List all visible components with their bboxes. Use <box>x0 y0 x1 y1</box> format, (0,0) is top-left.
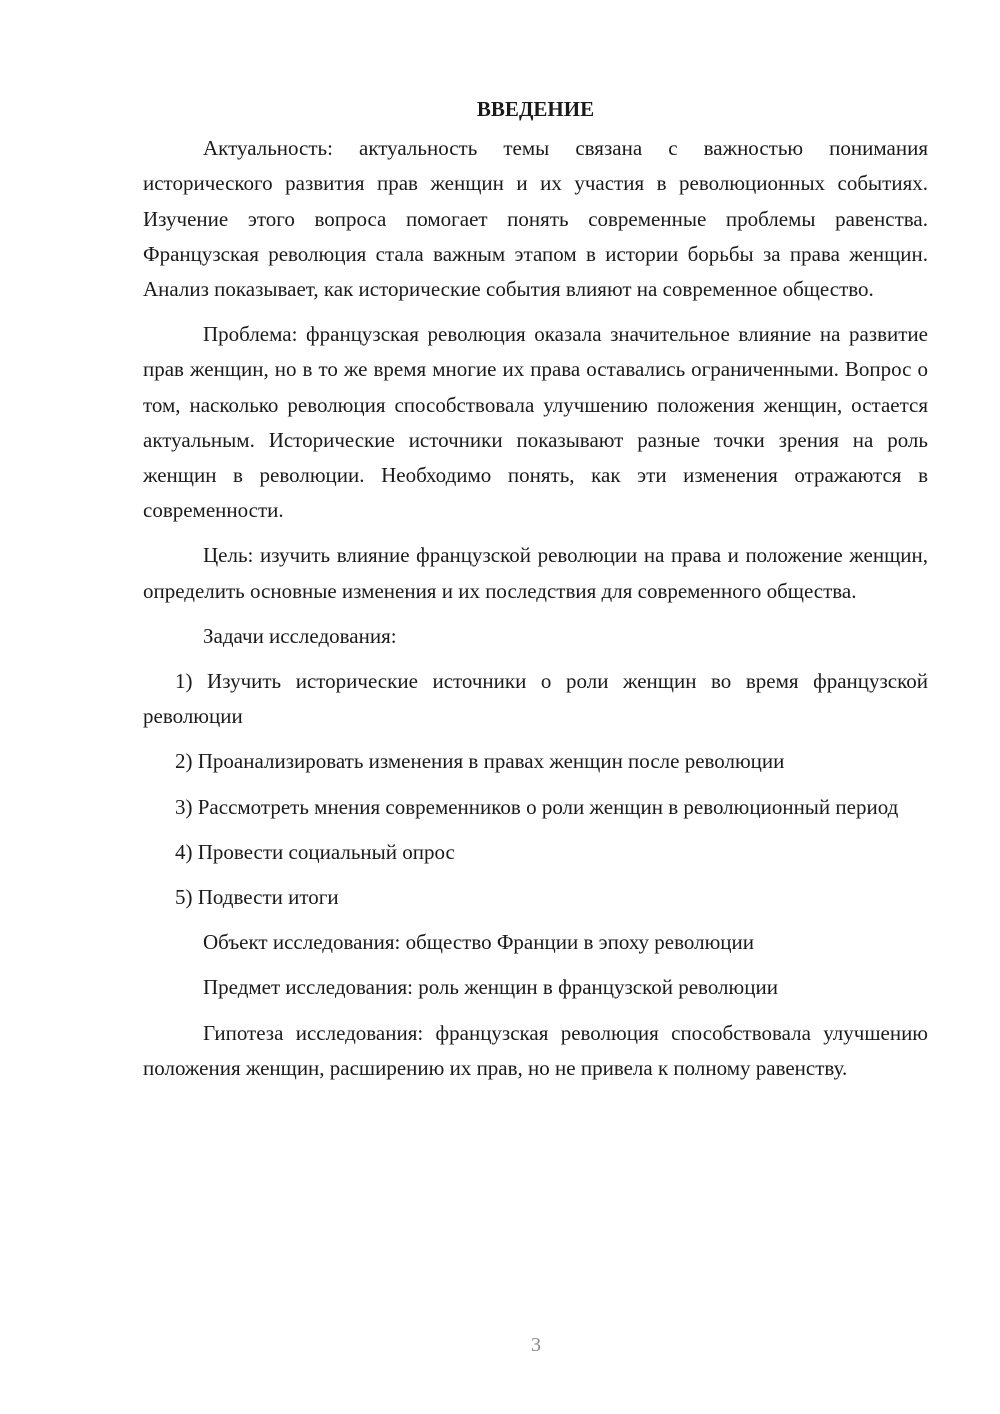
document-page <box>143 92 928 1096</box>
tasks-heading: Задачи исследования: <box>203 623 397 648</box>
task-item-3: 3) Рассмотреть мнения современников о роли женщин в революционный период <box>175 794 899 819</box>
task-item-1: 1) Изучить исторические источники о роли женщин во время французской революции <box>143 669 928 729</box>
relevance-paragraph: Актуальность: актуальность темы связана с важностью понимания исторического развития прав женщин и их участия в революционных событиях. Изучение этого вопроса помогает понять современные проблемы равенства. Французская революция стала важным этапом в истории борьбы за права женщин. Анализ показывает, как исторические события влияют на современное общество. <box>143 136 928 302</box>
research-hypothesis: Гипотеза исследования: французская революция способствовала улучшению положения женщин, расширению их прав, но не привела к полному равенству. <box>143 1020 928 1080</box>
research-subject: Предмет исследования: роль женщин в французской революции <box>203 975 778 1000</box>
page-number: 3 <box>531 1334 541 1356</box>
task-item-5: 5) Подвести итоги <box>175 885 339 910</box>
goal-paragraph: Цель: изучить влияние французской революции на права и положение женщин, определить основные изменения и их последствия для современного общества. <box>143 543 928 603</box>
task-item-4: 4) Провести социальный опрос <box>175 839 455 864</box>
task-item-2: 2) Проанализировать изменения в правах женщин после революции <box>175 749 785 774</box>
page-title: ВВЕДЕНИЕ <box>476 97 595 121</box>
research-object: Объект исследования: общество Франции в эпоху революции <box>203 930 755 955</box>
problem-paragraph: Проблема: французская революция оказала значительное влияние на развитие прав женщин, но в то же время многие их права оставались ограниченными. Вопрос о том, насколько революция способствовала улучшению положения женщин, остается актуальным. Исторические источники показывают разные точки зрения на роль женщин в революции. Необходимо понять, как эти изменения отражаются в современности. <box>143 322 928 523</box>
